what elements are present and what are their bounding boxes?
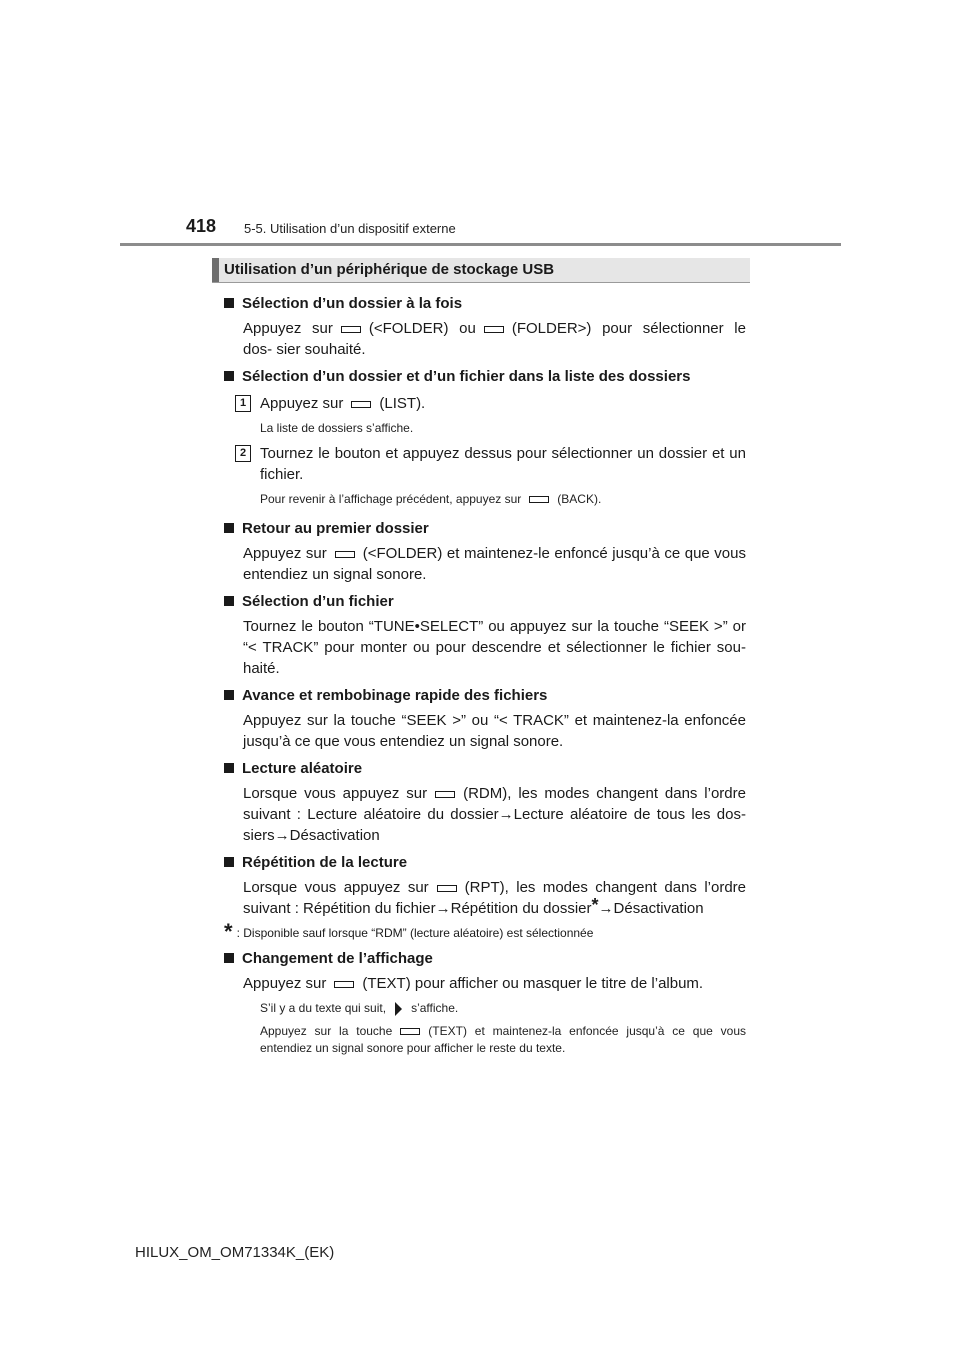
paragraph-repeat	[243, 877, 746, 919]
text: (RPT), les modes changent dans l’ordre suivant : Répétition du fichier→Répétition du dossier	[243, 879, 746, 917]
content	[224, 287, 746, 1057]
button-icon	[341, 326, 361, 333]
paragraph-random	[243, 783, 746, 846]
text: Appuyez sur la touche	[260, 1024, 393, 1038]
triangle-icon	[395, 1002, 402, 1016]
footnote-text: : Disponible sauf lorsque “RDM” (lecture aléatoire) est sélectionnée	[236, 926, 594, 940]
heading-random: Lecture aléatoire	[224, 758, 746, 779]
text: (TEXT) et maintenez-la enfoncée jusqu’à ce que vous entendiez un signal sonore pour afficher le reste du texte.	[260, 1024, 747, 1055]
section-header	[212, 258, 750, 283]
button-icon	[335, 551, 355, 558]
footnote	[224, 919, 746, 944]
step-1	[224, 393, 746, 414]
button-icon	[435, 791, 455, 798]
asterisk: *	[591, 895, 599, 915]
note-display-1	[260, 1000, 746, 1017]
note-step-1: La liste de dossiers s’affiche.	[260, 421, 414, 435]
step-2	[224, 443, 746, 485]
text: Pour revenir à l’affichage précédent, appuyez sur	[260, 492, 522, 506]
heading-display: Changement de l’affichage	[224, 948, 746, 969]
paragraph-folder-one-at-a-time	[243, 318, 746, 360]
heading-first-folder: Retour au premier dossier	[224, 518, 746, 539]
text: Appuyez sur	[260, 395, 344, 412]
header-divider	[120, 243, 841, 246]
heading-repeat: Répétition de la lecture	[224, 852, 746, 873]
text: (FOLDER>) pour sélectionner le dos- sier souhaité.	[243, 320, 746, 358]
text: S’il y a du texte qui suit,	[260, 1001, 387, 1015]
button-icon	[529, 496, 549, 503]
text: Lorsque vous appuyez sur	[243, 879, 429, 896]
paragraph-file-select: Tournez le bouton “TUNE•SELECT” ou appuyez sur la touche “SEEK >” or “< TRACK” pour monter ou pour descendre et sélectionner le fichier sou- haité.	[243, 618, 746, 677]
text: (LIST).	[379, 395, 426, 412]
text: (RDM), les modes changent dans l’ordre suivant : Lecture aléatoire du dossier→Lecture aléatoire de tous les dos- siers→Désactivation	[243, 785, 746, 844]
text: s’affiche.	[411, 1001, 459, 1015]
button-icon	[351, 401, 371, 408]
asterisk: *	[224, 919, 233, 944]
button-icon	[400, 1028, 420, 1035]
paragraph-fast-forward: Appuyez sur la touche “SEEK >” ou “< TRACK” et maintenez-la enfoncée jusqu’à ce que vous entendiez un signal sonore.	[243, 712, 746, 750]
note-step-2	[260, 491, 746, 508]
heading-file-select: Sélection d’un fichier	[224, 591, 746, 612]
step-number: 1	[235, 395, 251, 412]
text: Tournez le bouton et appuyez dessus pour sélectionner un dossier et un fichier.	[260, 445, 746, 483]
text: Appuyez sur	[243, 545, 327, 562]
step-number: 2	[235, 445, 251, 462]
text: (<FOLDER) ou	[368, 320, 476, 337]
text: Appuyez sur	[243, 320, 333, 337]
heading-folder-list: Sélection d’un dossier et d’un fichier dans la liste des dossiers	[224, 366, 746, 387]
section-accent	[212, 258, 219, 282]
heading-fast-forward: Avance et rembobinage rapide des fichiers	[224, 685, 746, 706]
text: Lorsque vous appuyez sur	[243, 785, 428, 802]
text: (TEXT) pour afficher ou masquer le titre de l’album.	[362, 975, 704, 992]
button-icon	[484, 326, 504, 333]
paragraph-display	[243, 973, 746, 994]
text: Appuyez sur	[243, 975, 327, 992]
footer-code: HILUX_OM_OM71334K_(EK)	[135, 1244, 335, 1261]
text: (BACK).	[557, 492, 602, 506]
text: (<FOLDER) et maintenez-le enfoncé jusqu’à ce que vous entendiez un signal sonore.	[243, 545, 746, 583]
button-icon	[334, 981, 354, 988]
paragraph-first-folder	[243, 543, 746, 585]
chapter-title: 5-5. Utilisation d’un dispositif externe	[244, 221, 456, 236]
section-title: Utilisation d’un périphérique de stockage USB	[224, 261, 555, 278]
button-icon	[437, 885, 457, 892]
note-display-2	[260, 1023, 746, 1057]
text: →Désactivation	[598, 900, 704, 917]
heading-folder-one-at-a-time: Sélection d’un dossier à la fois	[224, 293, 746, 314]
page-number: 418	[186, 216, 217, 236]
